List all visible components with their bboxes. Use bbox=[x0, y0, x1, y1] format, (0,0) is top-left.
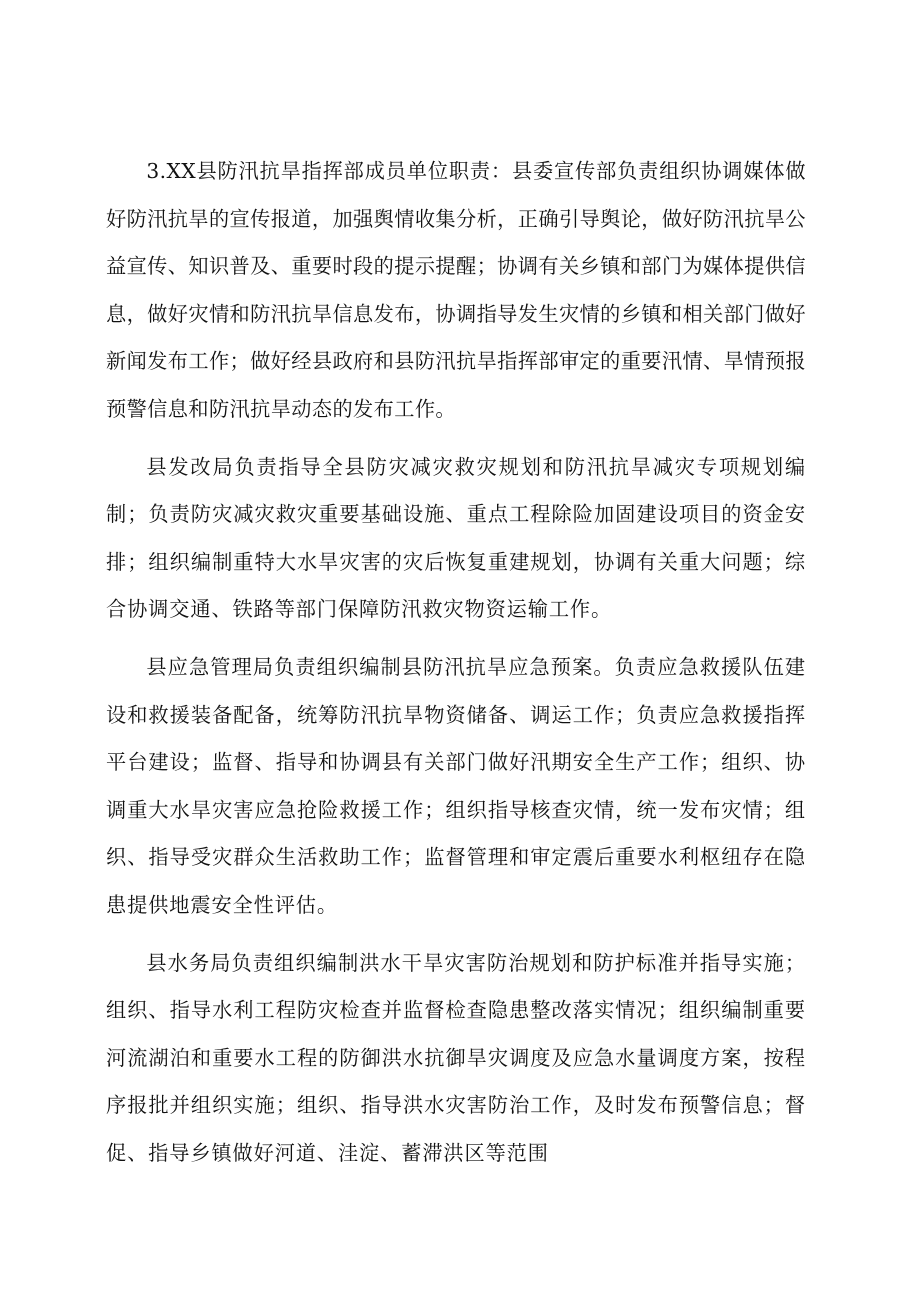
paragraph-propaganda-dept: 3.XX县防汛抗旱指挥部成员单位职责：县委宣传部负责组织协调媒体做好防汛抗旱的宣传报道，加强舆情收集分析，正确引导舆论，做好防汛抗旱公益宣传、知识普及、重要时段的提示提醒；协调有关乡镇和部门为媒体提供信息，做好灾情和防汛抗旱信息发布，协调指导发生灾情的乡镇和相关部门做好新闻发布工作；做好经县政府和县防汛抗旱指挥部审定的重要汛情、旱情预报预警信息和防汛抗旱动态的发布工作。 bbox=[106, 159, 806, 421]
document-body bbox=[106, 148, 806, 1187]
paragraph-water-affairs-bureau: 县水务局负责组织编制洪水干旱灾害防治规划和防护标准并指导实施；组织、指导水利工程防灾检查并监督检查隐患整改落实情况；组织编制重要河流湖泊和重要水工程的防御洪水抗御旱灾调度及应急水量调度方案，按程序报批并组织实施；组织、指导洪水灾害防治工作，及时发布预警信息；督促、指导乡镇做好河道、洼淀、蓄滞洪区等范围 bbox=[106, 950, 806, 1165]
paragraph-development-reform-bureau: 县发改局负责指导全县防灾减灾救灾规划和防汛抗旱减灾专项规划编制；负责防灾减灾救灾重要基础设施、重点工程除险加固建设项目的资金安排；组织编制重特大水旱灾害的灾后恢复重建规划，协调有关重大问题；综合协调交通、铁路等部门保障防汛救灾物资运输工作。 bbox=[106, 454, 806, 622]
paragraph-emergency-management-bureau: 县应急管理局负责组织编制县防汛抗旱应急预案。负责应急救援队伍建设和救援装备配备，统筹防汛抗旱物资储备、调运工作；负责应急救援指挥平台建设；监督、指导和协调县有关部门做好汛期安全生产工作；组织、协调重大水旱灾害应急抢险救援工作；组织指导核查灾情，统一发布灾情；组织、指导受灾群众生活救助工作；监督管理和审定震后重要水利枢纽存在隐患提供地震安全性评估。 bbox=[106, 654, 806, 917]
